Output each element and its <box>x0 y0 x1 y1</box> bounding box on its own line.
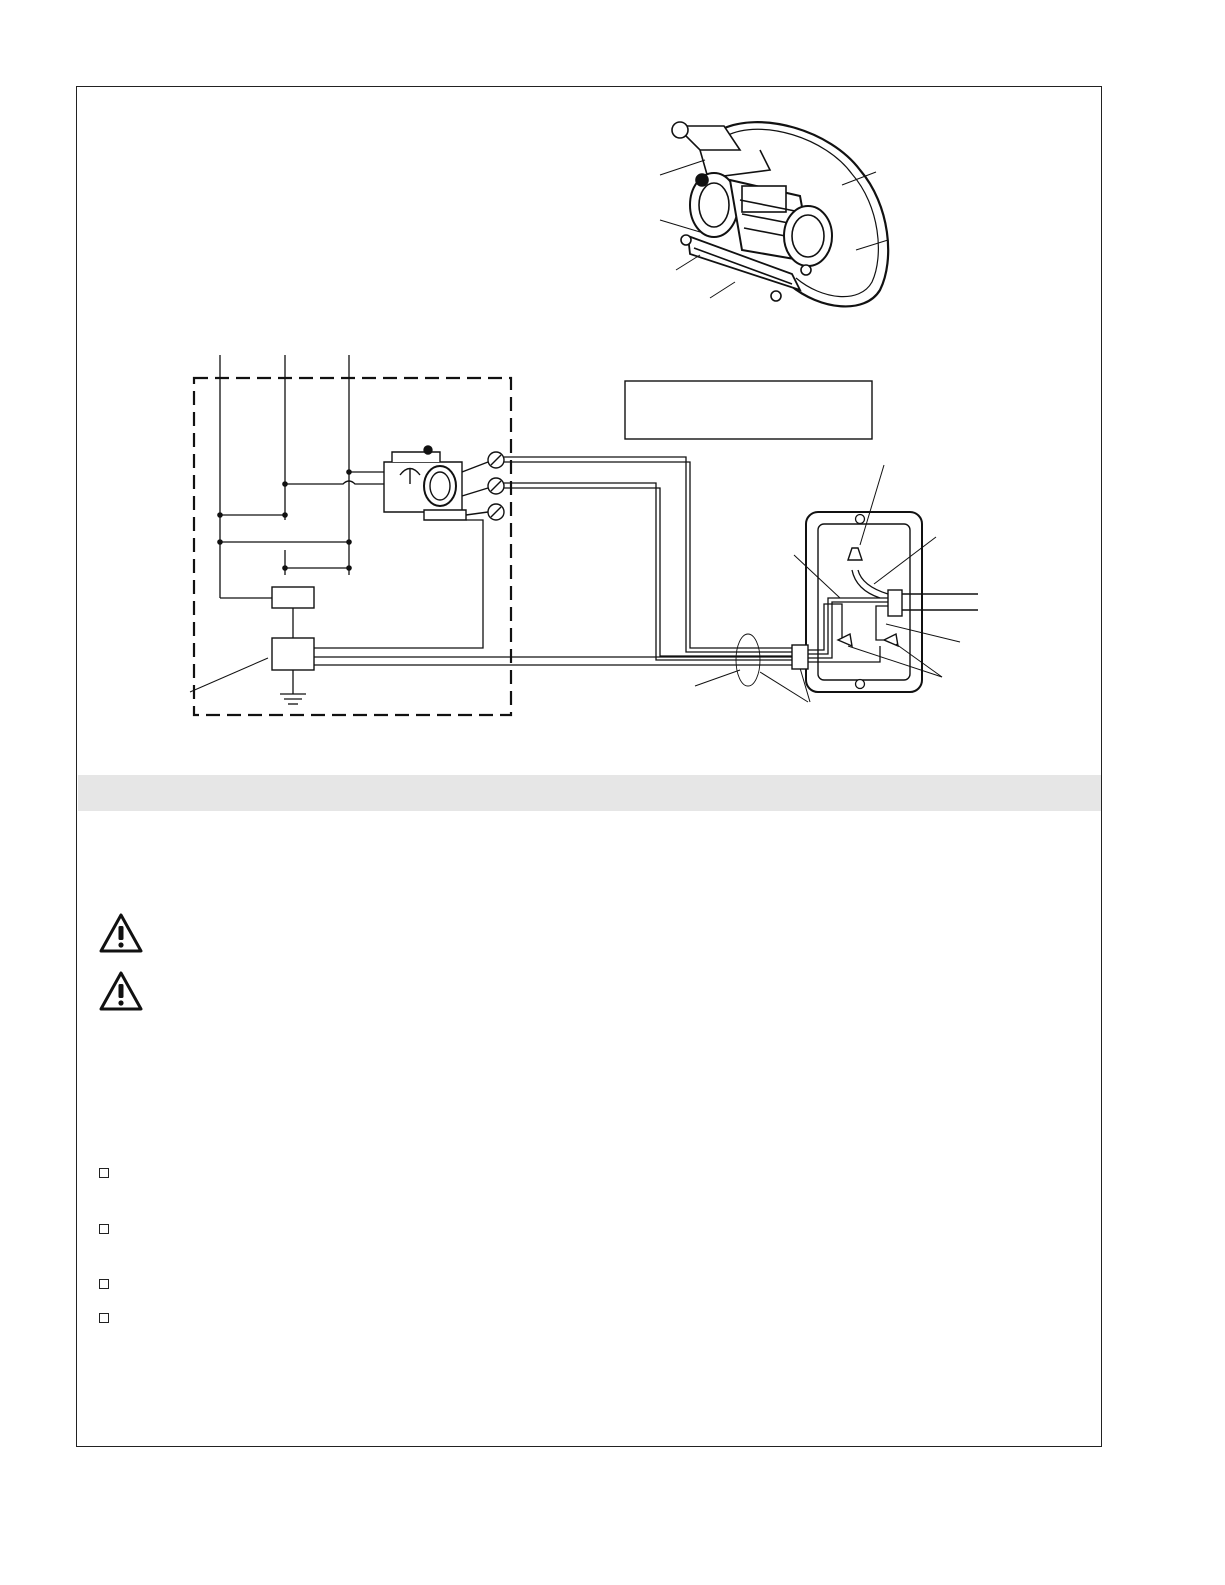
warning-icon <box>98 970 144 1012</box>
checklist-box[interactable] <box>99 1313 109 1323</box>
wiring-diagram <box>0 0 1225 780</box>
gfci-breaker <box>384 446 466 520</box>
junction-box <box>792 512 978 692</box>
bundle-leader-2 <box>760 672 808 702</box>
pump-illustration <box>660 122 888 306</box>
checklist-box[interactable] <box>99 1224 109 1234</box>
junction-leaders <box>794 465 960 677</box>
relay-return-wire <box>314 520 483 648</box>
supply-lines <box>220 355 392 598</box>
checklist-box[interactable] <box>99 1168 109 1178</box>
ground-symbol <box>280 670 306 704</box>
bundle-leader <box>695 670 740 686</box>
checklist-box[interactable] <box>99 1279 109 1289</box>
ground-leader <box>190 658 268 692</box>
terminal-screws <box>462 452 504 520</box>
ground-block <box>272 638 314 670</box>
blank-label-box <box>625 381 872 439</box>
section-band <box>78 775 1101 811</box>
warning-icon <box>98 912 144 954</box>
relay-box <box>272 587 314 608</box>
